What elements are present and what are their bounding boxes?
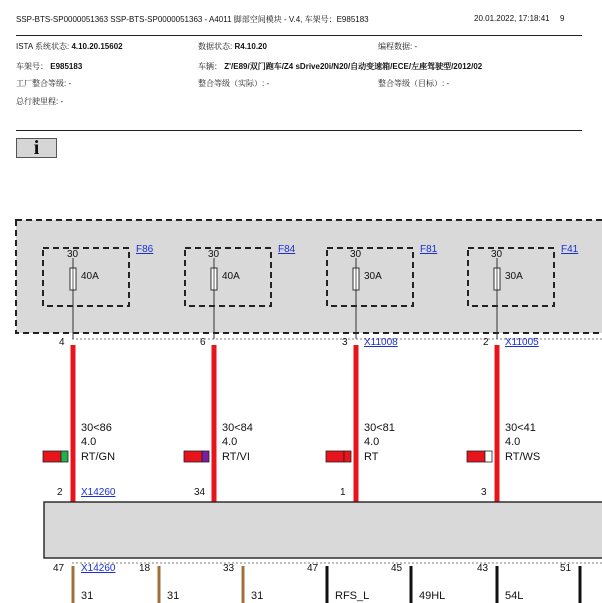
fuse-pin-label: 30 (208, 249, 220, 260)
wire-color-swatch (184, 451, 202, 462)
lower-pin: 33 (223, 563, 235, 574)
wire-color-stripe (485, 451, 492, 462)
vehicle-model-value: Z'/E89/双门跑车/Z4 sDrive20i/N20/自动变速箱/ECE/左座驾驶型/2012/02 (224, 62, 483, 71)
wire-bottom-pin: 34 (194, 487, 206, 498)
wire-bottom-pin: 1 (340, 487, 346, 498)
vin-label: 车架号： (16, 62, 48, 71)
wire-color-stripe (344, 451, 351, 462)
wire-top-pin: 6 (200, 337, 206, 348)
lower-pin: 47 (53, 563, 65, 574)
target-integration-level: 整合等级（目标）: - (378, 79, 450, 88)
wire-signal: 30<86 (81, 422, 112, 434)
wire-color-code: RT/VI (222, 451, 250, 463)
wire-gauge: 4.0 (81, 436, 97, 448)
data-status-label: 数据状态: (198, 42, 233, 51)
wire-bottom-pin: 3 (481, 487, 487, 498)
lower-wire-label: 31 (81, 590, 94, 602)
ista-status-label: ISTA 系统状态: (16, 42, 70, 51)
wire-bottom-connector-link[interactable]: X14260 (81, 487, 116, 498)
programming-data: 编程数据: - (378, 42, 418, 51)
timestamp: 20.01.2022, 17:18:41 (474, 14, 550, 23)
lower-pin: 43 (477, 563, 489, 574)
wire-top-pin: 3 (342, 337, 348, 348)
fuse-pin-label: 30 (350, 249, 362, 260)
lower-wire-label: 54L (505, 590, 524, 602)
ista-status-value: 4.10.20.15602 (71, 42, 123, 51)
wire-top-connector-link[interactable]: X11008 (364, 337, 398, 348)
document-title: SSP-BTS-SP0000051363 SSP-BTS-SP0000051363 - A4011 脚部空间模块 - V.4, 车架号：E985183 (16, 15, 369, 24)
lower-wire-label: 31 (167, 590, 180, 602)
wire-signal: 30<41 (505, 422, 536, 434)
vin-value: E985183 (50, 62, 83, 71)
wire-color-stripe (202, 451, 209, 462)
fuse-rating: 40A (222, 271, 240, 282)
fuse-code-link[interactable]: F86 (136, 244, 154, 255)
lower-pin: 47 (307, 563, 319, 574)
fuse-code-link[interactable]: F84 (278, 244, 296, 255)
wire-color-swatch (467, 451, 485, 462)
fuse-rating: 40A (81, 271, 99, 282)
lower-wire-label: 31 (251, 590, 264, 602)
lower-wire-label: 49HL (419, 590, 446, 602)
wire-top-connector-link[interactable]: X11005 (505, 337, 539, 348)
actual-integration-level: 整合等级（实际）: - (198, 79, 270, 88)
wire-color-swatch (43, 451, 61, 462)
wire-color-code: RT (364, 451, 379, 463)
wire-signal: 30<81 (364, 422, 395, 434)
lower-pin: 51 (560, 563, 572, 574)
lower-pin: 45 (391, 563, 403, 574)
wire-color-code: RT/GN (81, 451, 116, 463)
lower-pin: 18 (139, 563, 151, 574)
fuse-pin-label: 30 (491, 249, 503, 260)
wire-top-pin: 4 (59, 337, 65, 348)
vehicle-model-label: 车辆： (198, 62, 222, 71)
wire-color-swatch (326, 451, 344, 462)
fuse-code-link[interactable]: F41 (561, 244, 579, 255)
wire-bottom-pin: 2 (57, 487, 63, 498)
footwell-module-box (44, 502, 602, 558)
info-icon: i (33, 137, 40, 159)
fuse-rating: 30A (364, 271, 382, 282)
wire-gauge: 4.0 (505, 436, 521, 448)
data-status-value: R4.10.20 (234, 42, 267, 51)
fuse-pin-label: 30 (67, 249, 79, 260)
wire-gauge: 4.0 (222, 436, 238, 448)
lower-connector-link[interactable]: X14260 (81, 563, 116, 574)
page-number: 9 (560, 14, 565, 23)
total-mileage: 总行驶里程: - (16, 97, 64, 106)
fuse-code-link[interactable]: F81 (420, 244, 438, 255)
lower-wire-label: RFS_L (335, 590, 370, 602)
wire-color-code: RT/WS (505, 451, 541, 463)
wire-signal: 30<84 (222, 422, 253, 434)
wire-top-pin: 2 (483, 337, 489, 348)
fuse-rating: 30A (505, 271, 523, 282)
wire-color-stripe (61, 451, 68, 462)
factory-integration-level: 工厂整合等级: - (16, 79, 72, 88)
wire-gauge: 4.0 (364, 436, 380, 448)
